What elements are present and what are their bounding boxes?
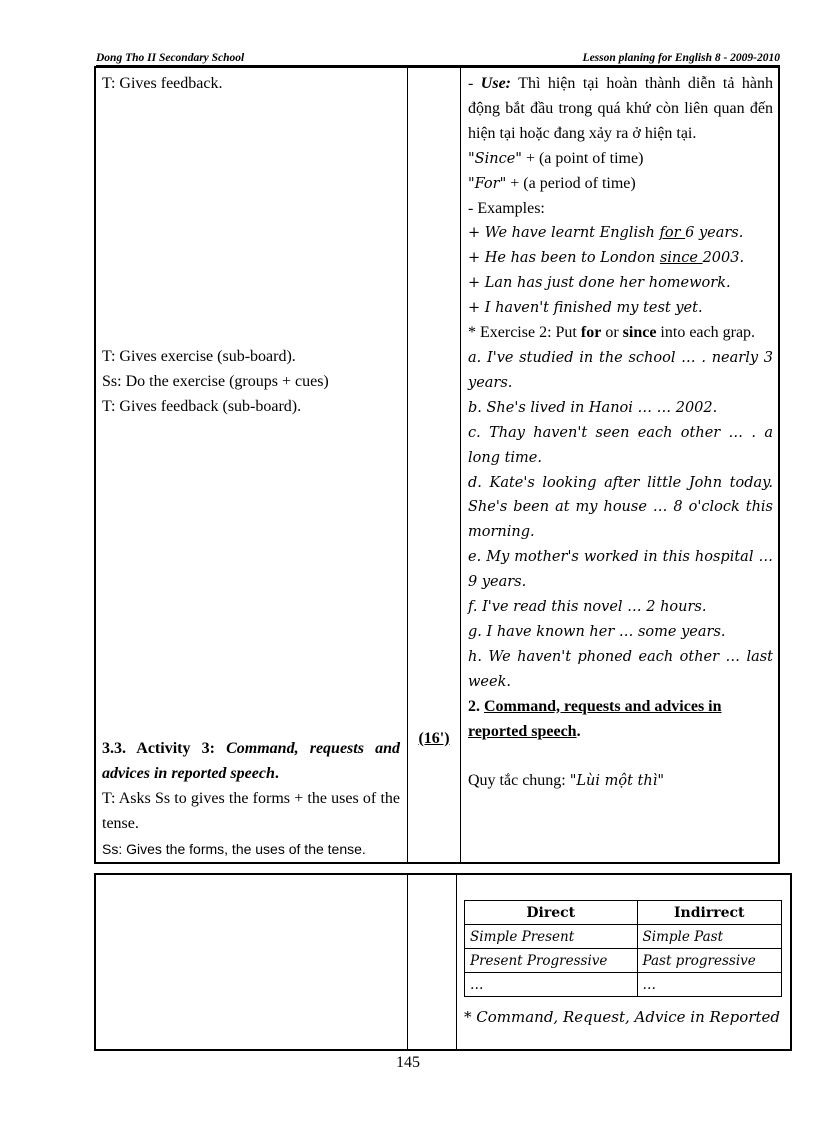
example-1 (468, 221, 773, 246)
lesson-table-main (94, 66, 780, 864)
exercise-item-f: f. I've read this novel … 2 hours. (468, 599, 707, 616)
activity-3-title-b: and advices in reported speech (102, 740, 401, 782)
rule-label: Quy tắc chung: (468, 772, 570, 790)
table-cell: Simple Present (465, 925, 638, 949)
exercise-2-since: since (622, 324, 657, 342)
section-2-title: Command, requests and advices in reported speech (468, 697, 722, 740)
table-cell: Simple Past (637, 925, 781, 949)
rule-line (468, 769, 773, 794)
table-header-row (465, 901, 782, 925)
exercise-2-b: into each grap. (656, 324, 756, 342)
section-2-heading (468, 695, 773, 745)
for-rule (468, 172, 773, 197)
use-text: Thì hiện tại hoàn thành diễn tả hành động bắt đầu trong quá khứ còn liên quan đến hiện tại hoặc đang xảy ra ở hiện tại. (468, 75, 774, 142)
ss-gives-text: Ss: Gives the forms, the uses of the tense. (102, 840, 366, 857)
since-rest: + (a point of time) (521, 149, 644, 167)
table-cell: Past progressive (637, 949, 781, 973)
exercise-2-or: or (601, 324, 623, 342)
example-3: + Lan has just done her homework. (468, 275, 731, 292)
do-exercise-line: Ss: Do the exercise (groups + cues) (102, 372, 329, 390)
example-4: + I haven't finished my test yet. (468, 300, 703, 317)
rule-value: "Lùi một thì" (569, 773, 665, 790)
column-divider-4 (456, 875, 457, 1049)
activity-3-prefix: 3.3. Activity 3: (102, 740, 227, 757)
example-1-a: + We have learnt English (468, 225, 660, 242)
activity-3-block (102, 737, 400, 863)
exercise-item-d: d. Kate's looking after little John today. She's been at my house … 8 o'clock this morning. (468, 474, 773, 541)
time-allocation: (16') (418, 730, 450, 747)
for-word: "For" (468, 175, 507, 192)
table-row (465, 949, 782, 973)
header-direct: Direct (465, 901, 638, 925)
exercise-item-h: h. We haven't phoned each other … last week. (468, 648, 773, 690)
asks-line: T: Asks Ss to gives the forms + the uses of the tense. (102, 789, 400, 832)
table-cell: … (637, 973, 781, 997)
blank-line (468, 744, 773, 769)
lesson-title: Lesson planing for English 8 - 2009-2010 (582, 52, 780, 64)
column-divider-2 (460, 68, 461, 862)
example-1-b: 6 years. (685, 225, 744, 242)
section-2-end: . (576, 722, 581, 740)
activity-3-end: . (274, 764, 279, 782)
since-rule (468, 147, 773, 172)
example-1-for: for (659, 225, 686, 242)
tense-shift-table (464, 900, 782, 997)
exercise-item-a: a. I've studied in the school … . nearly 3 years. (468, 349, 773, 391)
column-divider-3 (407, 875, 408, 1049)
table-cell: Present Progressive (465, 949, 638, 973)
example-2-a: + He has been to London (468, 250, 660, 267)
command-note: * Command, Request, Advice in Reported (464, 1008, 780, 1026)
use-dash: - (468, 75, 481, 92)
section-2-number: 2. (468, 697, 484, 715)
table-row (465, 925, 782, 949)
examples-heading: - Examples: (468, 199, 545, 217)
exercise-2-a: * Exercise 2: Put (468, 324, 581, 342)
exercise-2-for: for (580, 324, 602, 342)
for-rest: + (a period of time) (506, 174, 636, 192)
exercise-item-e: e. My mother's worked in this hospital … 9 years. (468, 549, 773, 591)
teacher-student-column (102, 72, 400, 97)
content-column (468, 72, 773, 794)
ss-gives-line (102, 837, 400, 863)
example-2-b: 2003. (702, 250, 745, 267)
header-indirect: Indirrect (637, 901, 781, 925)
exercise-item-b: b. She's lived in Hanoi … … 2002. (468, 399, 718, 416)
activity-3-title-a: Command, requests (226, 740, 364, 757)
table-cell: … (465, 973, 638, 997)
activity-3-heading (102, 737, 400, 787)
page-number: 145 (396, 1054, 420, 1071)
use-paragraph (468, 72, 773, 147)
page-header (96, 52, 780, 66)
feedback-line-1: T: Gives feedback. (102, 75, 223, 92)
gives-exercise-line: T: Gives exercise (sub-board). (102, 348, 296, 365)
exercise-item-c: c. Thay haven't seen each other … . a long time. (468, 424, 773, 466)
exercise-2-instruction (468, 321, 773, 346)
school-name: Dong Tho II Secondary School (96, 52, 245, 64)
exercise-item-g: g. I have known her … some years. (468, 623, 726, 640)
use-label: Use: (480, 75, 512, 92)
example-2 (468, 246, 773, 271)
time-column (408, 727, 460, 752)
exercise-activity-block (102, 345, 400, 420)
example-2-since: since (659, 250, 703, 267)
table-row (465, 973, 782, 997)
since-word: "Since" (468, 150, 522, 167)
feedback-line-2: T: Gives feedback (sub-board). (102, 397, 302, 415)
